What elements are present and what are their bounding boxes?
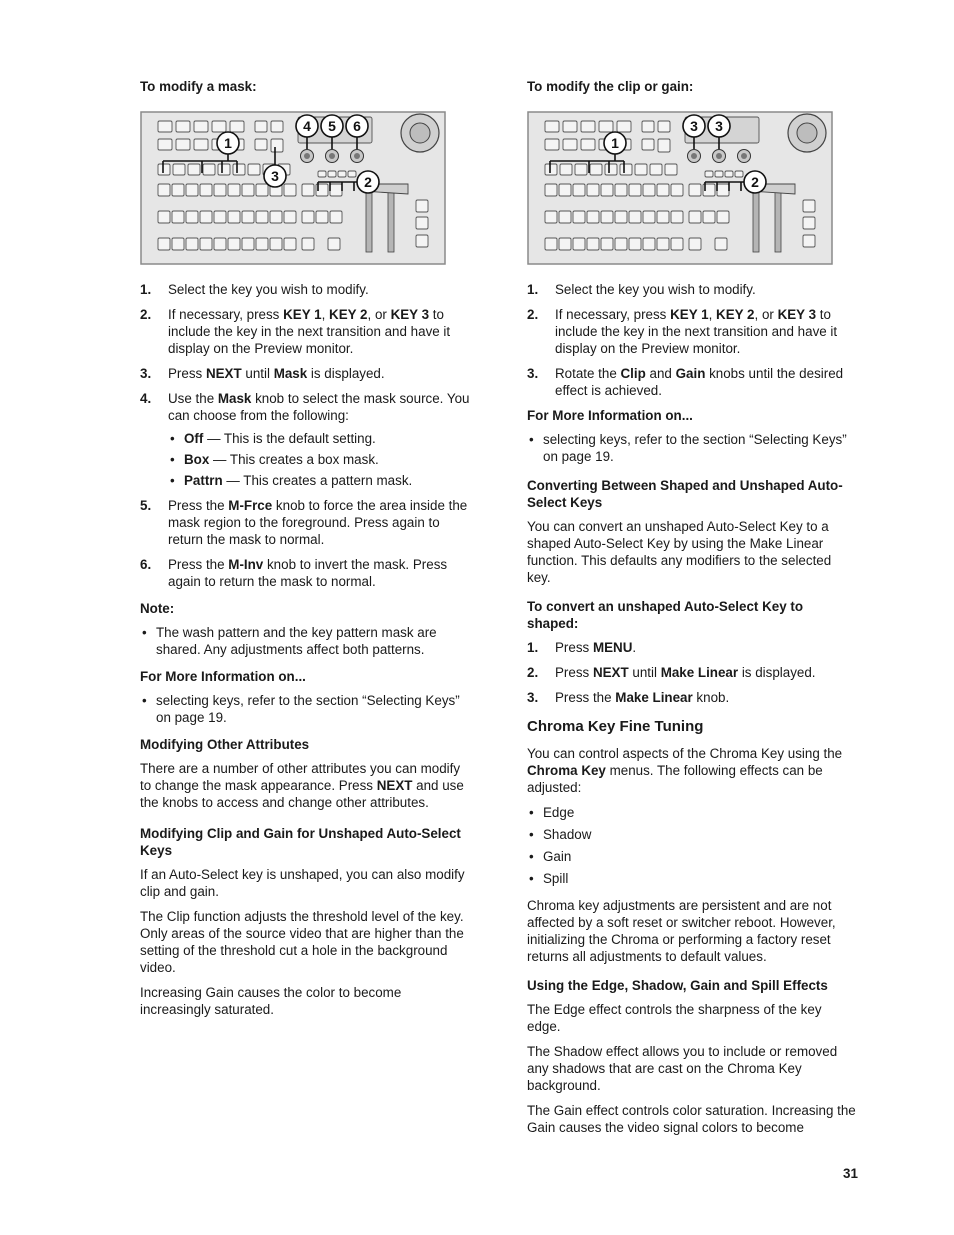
step-item [527, 664, 857, 681]
panel-button [242, 184, 254, 196]
panel-button [214, 184, 226, 196]
bold-term: Chroma Key [527, 763, 606, 778]
panel-button [581, 139, 595, 150]
more-info-list [140, 692, 470, 726]
panel-button [416, 200, 428, 212]
more-info-heading: For More Information on... [527, 408, 693, 423]
panel-button [587, 238, 599, 250]
joystick-center [410, 123, 430, 143]
panel-button [172, 184, 184, 196]
step-item [527, 306, 857, 357]
panel-button [629, 238, 641, 250]
panel-button [657, 184, 669, 196]
panel-button [689, 184, 701, 196]
panel-button [725, 171, 733, 177]
panel-button [200, 184, 212, 196]
panel-button [643, 184, 655, 196]
bold-term: KEY 2 [716, 307, 755, 322]
clip-gain-procedure-title: To modify the clip or gain: [527, 79, 694, 94]
bold-term: NEXT [592, 665, 629, 680]
panel-button [601, 184, 613, 196]
step-number: 2. [527, 665, 539, 680]
panel-button [629, 184, 641, 196]
panel-button [348, 171, 356, 177]
text-run: until [628, 665, 661, 680]
panel-button [703, 211, 715, 223]
panel-button [158, 121, 172, 132]
panel-button [194, 139, 208, 150]
callout-number: 1 [611, 135, 619, 151]
panel-button [228, 211, 240, 223]
step-item [140, 556, 470, 590]
panel-button [715, 171, 723, 177]
text-run: — This is the default setting. [203, 431, 376, 446]
panel-button [587, 211, 599, 223]
control-panel-illustration [140, 111, 446, 265]
more-info-heading: For More Information on... [140, 669, 306, 684]
panel-button [605, 164, 617, 175]
panel-button [590, 164, 602, 175]
panel-button [671, 184, 683, 196]
step-item [527, 639, 857, 656]
text-run: There are a number of other attributes you can modify to change the mask appearance. Press [140, 761, 461, 793]
callout-number: 3 [715, 118, 723, 134]
panel-button [717, 211, 729, 223]
clip-gain-paragraphs [140, 866, 470, 1018]
text-run: , [708, 307, 717, 322]
panel-button [559, 211, 571, 223]
panel-button [665, 164, 677, 175]
panel-button [194, 121, 208, 132]
bold-term: Clip [620, 366, 646, 381]
step-number: 3. [527, 366, 539, 381]
panel-button [545, 139, 559, 150]
clip-gain-steps-list [527, 281, 857, 399]
other-attributes-paragraph [140, 760, 470, 811]
text-run: knob. [692, 690, 730, 705]
panel-button [158, 238, 170, 250]
text-run: If necessary, press [168, 307, 284, 322]
panel-button [203, 164, 215, 175]
text-run: and use the knobs to access and change other attributes. [140, 778, 464, 810]
panel-button [200, 238, 212, 250]
panel-button [587, 184, 599, 196]
panel-button [658, 121, 670, 132]
panel-button [705, 171, 713, 177]
text-run: Press the [168, 557, 229, 572]
panel-button [176, 139, 190, 150]
tbar-slot [388, 186, 394, 252]
bold-term: M-Frce [228, 498, 273, 513]
panel-button [176, 121, 190, 132]
clip-gain-heading: Modifying Clip and Gain for Unshaped Auto-Select Keys [140, 826, 461, 858]
text-run: to include the key in the next transition and have it display on the Preview monitor. [555, 307, 838, 356]
step-number: 4. [140, 391, 152, 406]
text-run: Press [168, 366, 206, 381]
panel-button [255, 121, 267, 132]
knob-center [716, 153, 722, 159]
text-run: and [645, 366, 676, 381]
panel-button [545, 211, 557, 223]
convert-procedure-heading: To convert an unshaped Auto-Select Key to shaped: [527, 599, 804, 631]
panel-button [256, 211, 268, 223]
panel-button [803, 217, 815, 229]
panel-button [715, 238, 727, 250]
panel-button [330, 211, 342, 223]
paragraph: The Clip function adjusts the threshold level of the key. Only areas of the source video that are higher than the setting of the threshold cut a hole in the background video. [140, 909, 464, 975]
effects-paragraphs [527, 1001, 857, 1136]
panel-button [643, 211, 655, 223]
text-run: menus. The following effects can be adjusted: [527, 763, 823, 795]
tbar-slot [366, 186, 372, 252]
panel-button [242, 238, 254, 250]
more-info-list [527, 431, 857, 465]
bullet-item: • Shadow [527, 826, 857, 843]
panel-button [803, 235, 815, 247]
bullet-item: • Gain [527, 848, 857, 865]
panel-button [338, 171, 346, 177]
panel-button [635, 164, 647, 175]
text-run: knob to select the mask source. You can choose from the following: [168, 391, 470, 423]
panel-button [416, 235, 428, 247]
panel-button [172, 211, 184, 223]
panel-button [671, 211, 683, 223]
bold-term: Mask [217, 391, 252, 406]
text-run: — This creates a pattern mask. [222, 473, 413, 488]
panel-button [214, 211, 226, 223]
panel-button [188, 164, 200, 175]
panel-button [803, 200, 815, 212]
step-number: 1. [527, 282, 539, 297]
note-list [140, 624, 470, 658]
panel-button [158, 184, 170, 196]
convert-paragraph: You can convert an unshaped Auto-Select Key to a shaped Auto-Select Key by using the Make Linear function. This defaults any modifiers to the selected key. [527, 519, 832, 585]
panel-button [302, 184, 314, 196]
panel-button [284, 184, 296, 196]
step-number: 3. [527, 690, 539, 705]
panel-button [172, 238, 184, 250]
bold-term: KEY 1 [670, 307, 709, 322]
panel-button [271, 139, 283, 152]
text-run: , or [367, 307, 391, 322]
step-number: 1. [527, 640, 539, 655]
sub-options-list [168, 430, 470, 489]
panel-button [284, 238, 296, 250]
panel-button [642, 139, 654, 150]
bold-term: KEY 3 [777, 307, 817, 322]
text-run: , or [754, 307, 778, 322]
callout-number: 5 [328, 118, 336, 134]
panel-button [657, 238, 669, 250]
knob-center [741, 153, 747, 159]
sub-option-item [168, 472, 470, 489]
convert-steps-list [527, 639, 857, 706]
knob-center [354, 153, 360, 159]
panel-button [599, 121, 613, 132]
bold-term: Box [184, 452, 210, 467]
chroma-intro-paragraph [527, 745, 857, 796]
panel-button [302, 211, 314, 223]
bullet-item: • selecting keys, refer to the section “Selecting Keys” on page 19. [527, 431, 857, 465]
chroma-heading: Chroma Key Fine Tuning [527, 718, 704, 735]
paragraph: If an Auto-Select key is unshaped, you can also modify clip and gain. [140, 867, 465, 899]
text-run: is displayed. [738, 665, 816, 680]
note-heading: Note: [140, 601, 175, 616]
mask-procedure-title: To modify a mask: [140, 79, 257, 94]
text-run: until [241, 366, 274, 381]
panel-button [330, 184, 342, 196]
panel-button [650, 164, 662, 175]
panel-button [214, 238, 226, 250]
bullet-item: • selecting keys, refer to the section “Selecting Keys” on page 19. [140, 692, 470, 726]
text-run: — This creates a box mask. [209, 452, 379, 467]
knob-center [329, 153, 335, 159]
effects-heading: Using the Edge, Shadow, Gain and Spill Effects [527, 978, 828, 993]
panel-button [158, 164, 170, 175]
panel-button [255, 139, 267, 150]
panel-button [545, 238, 557, 250]
tbar-slot [753, 186, 759, 252]
panel-button [186, 211, 198, 223]
mask-control-panel-figure [140, 111, 446, 265]
tbar-slot [775, 186, 781, 252]
step-item [140, 390, 470, 489]
step-number: 2. [140, 307, 152, 322]
panel-button [573, 211, 585, 223]
panel-button [416, 217, 428, 229]
panel-button [545, 184, 557, 196]
text-run: , [321, 307, 330, 322]
panel-button [601, 238, 613, 250]
text-run: knob to invert the mask. Press again to return the mask to normal. [168, 557, 448, 589]
text-run: Use the [168, 391, 218, 406]
panel-button [270, 211, 282, 223]
left-column [140, 78, 470, 1026]
panel-button [233, 164, 245, 175]
panel-button [642, 121, 654, 132]
step-item [527, 689, 857, 706]
text-run: You can control aspects of the Chroma Key using the [527, 746, 843, 761]
panel-button [563, 121, 577, 132]
step-item [140, 497, 470, 548]
step-number: 6. [140, 557, 152, 572]
text-run: Press [555, 665, 593, 680]
panel-button [316, 211, 328, 223]
bullet-item: • The wash pattern and the key pattern mask are shared. Any adjustments affect both patterns. [140, 624, 470, 658]
panel-button [256, 238, 268, 250]
panel-button [218, 164, 230, 175]
callout-number: 3 [271, 168, 279, 184]
sub-option-item [168, 451, 470, 468]
bold-term: KEY 1 [283, 307, 322, 322]
panel-button [559, 238, 571, 250]
panel-button [563, 139, 577, 150]
bold-term: MENU [592, 640, 633, 655]
panel-button [318, 171, 326, 177]
bold-term: Mask [273, 366, 308, 381]
panel-button [248, 164, 260, 175]
panel-button [545, 164, 557, 175]
panel-button [158, 139, 172, 150]
step-item [140, 365, 470, 382]
panel-button [615, 238, 627, 250]
bold-term: KEY 3 [390, 307, 430, 322]
text-run: knobs until the desired effect is achieved. [555, 366, 844, 398]
right-column [527, 78, 857, 1144]
panel-button [581, 121, 595, 132]
paragraph: The Shadow effect allows you to include or removed any shadows that are cast on the Chroma Key background. [527, 1044, 838, 1093]
callout-number: 6 [353, 118, 361, 134]
callout-number: 2 [364, 174, 372, 190]
step-number: 3. [140, 366, 152, 381]
paragraph: Increasing Gain causes the color to become increasingly saturated. [140, 985, 402, 1017]
bold-term: Make Linear [660, 665, 739, 680]
step-number: 2. [527, 307, 539, 322]
step-item [140, 281, 470, 298]
panel-button [212, 121, 226, 132]
step-number: 5. [140, 498, 152, 513]
step-item [140, 306, 470, 357]
bold-term: Off [184, 431, 204, 446]
bold-term: Gain [675, 366, 706, 381]
text-run: Press [555, 640, 593, 655]
panel-button [620, 164, 632, 175]
step-item [527, 281, 857, 298]
text-run: Rotate the [555, 366, 621, 381]
step-number: 1. [140, 282, 152, 297]
chroma-persistence-paragraph: Chroma key adjustments are persistent and are not affected by a soft reset or switcher reboot. However, initializing the Chroma or performing a factory reset returns all adjustments to default values. [527, 898, 836, 964]
text-run: . [632, 640, 637, 655]
other-attributes-heading: Modifying Other Attributes [140, 737, 310, 752]
panel-button [573, 184, 585, 196]
callout-number: 1 [224, 135, 232, 151]
text-run: If necessary, press [555, 307, 671, 322]
panel-button [643, 238, 655, 250]
panel-button [559, 184, 571, 196]
panel-button [601, 211, 613, 223]
panel-button [689, 211, 701, 223]
bullet-item: • Spill [527, 870, 857, 887]
text-run: Select the key you wish to modify. [168, 282, 369, 297]
page-number: 31 [843, 1166, 858, 1181]
panel-button [575, 164, 587, 175]
panel-button [615, 211, 627, 223]
chroma-effects-list [527, 804, 857, 887]
panel-button [617, 121, 631, 132]
panel-button [328, 171, 336, 177]
panel-button [256, 184, 268, 196]
clip-gain-control-panel-figure [527, 111, 833, 265]
panel-button [629, 211, 641, 223]
panel-button [186, 238, 198, 250]
panel-button [158, 211, 170, 223]
convert-heading: Converting Between Shaped and Unshaped Auto-Select Keys [527, 478, 843, 510]
panel-button [270, 238, 282, 250]
text-run: Press the [555, 690, 616, 705]
text-run: Press the [168, 498, 229, 513]
panel-button [328, 238, 340, 250]
paragraph: The Gain effect controls color saturation. Increasing the Gain causes the video signal colors to become [527, 1103, 856, 1135]
panel-button [186, 184, 198, 196]
control-panel-illustration [527, 111, 833, 265]
panel-button [284, 211, 296, 223]
callout-number: 4 [303, 118, 311, 134]
bullet-item: • Edge [527, 804, 857, 821]
panel-button [573, 238, 585, 250]
bold-term: Pattrn [184, 473, 223, 488]
panel-button [228, 238, 240, 250]
step-item [527, 365, 857, 399]
panel-button [735, 171, 743, 177]
mask-steps-list [140, 281, 470, 590]
bold-term: NEXT [376, 778, 413, 793]
bold-term: NEXT [205, 366, 242, 381]
panel-button [228, 184, 240, 196]
knob-center [304, 153, 310, 159]
callout-number: 3 [690, 118, 698, 134]
panel-button [173, 164, 185, 175]
bold-term: KEY 2 [329, 307, 368, 322]
panel-button [545, 121, 559, 132]
bold-term: M-Inv [228, 557, 264, 572]
panel-button [671, 238, 683, 250]
text-run: to include the key in the next transition and have it display on the Preview monitor. [168, 307, 451, 356]
panel-button [271, 121, 283, 132]
text-run: is displayed. [307, 366, 385, 381]
panel-button [717, 184, 729, 196]
paragraph: The Edge effect controls the sharpness of the key edge. [527, 1002, 822, 1034]
panel-button [230, 121, 244, 132]
panel-button [200, 211, 212, 223]
text-run: knob to force the area inside the mask region to the foreground. Press again to return the mask to normal. [168, 498, 468, 547]
panel-button [302, 238, 314, 250]
panel-button [689, 238, 701, 250]
sub-option-item [168, 430, 470, 447]
panel-button [615, 184, 627, 196]
knob-center [691, 153, 697, 159]
callout-number: 2 [751, 174, 759, 190]
panel-button [242, 211, 254, 223]
bold-term: Make Linear [615, 690, 693, 705]
panel-button [658, 139, 670, 152]
text-run: Select the key you wish to modify. [555, 282, 756, 297]
panel-button [657, 211, 669, 223]
joystick-center [797, 123, 817, 143]
panel-button [560, 164, 572, 175]
